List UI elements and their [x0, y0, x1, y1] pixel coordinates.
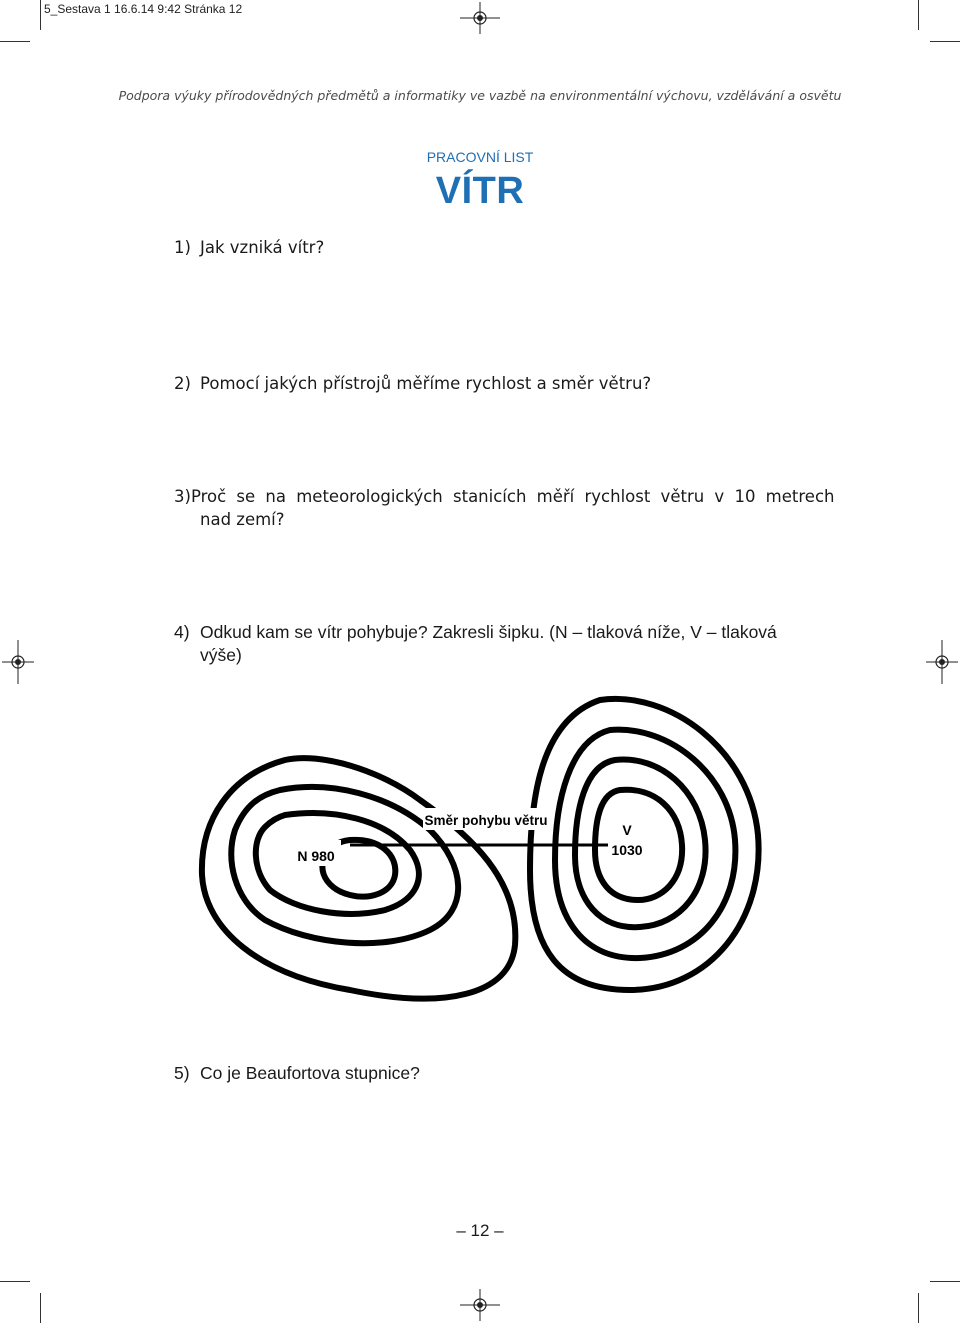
question-1: [174, 236, 824, 259]
question-text: Co je Beaufortova stupnice?: [200, 1063, 420, 1083]
question-5: [174, 1062, 824, 1085]
question-4: [174, 621, 824, 667]
question-text-continued: výše): [200, 645, 242, 665]
running-header: Podpora výuky přírodovědných předmětů a informatiky ve vazbě na environmentální výchovu, vzdělávání a osvětu: [118, 88, 842, 103]
registration-mark-icon: [2, 640, 34, 684]
registration-mark-icon: [926, 640, 958, 684]
question-text: Proč se na meteorologických stanicích měří rychlost větru v 10 metrech: [190, 487, 835, 506]
question-text: Pomocí jakých přístrojů měříme rychlost a směr větru?: [200, 374, 652, 393]
worksheet-label: PRACOVNÍ LIST: [426, 149, 534, 165]
high-pressure-label: V: [622, 822, 632, 838]
crop-mark: [918, 1293, 919, 1323]
question-3: [174, 485, 835, 531]
print-slug: 5_Sestava 1 16.6.14 9:42 Stránka 12: [44, 2, 243, 16]
crop-mark: [40, 0, 41, 30]
pressure-map-diagram: [190, 690, 770, 1020]
registration-mark-icon: [460, 2, 500, 34]
crop-mark: [918, 0, 919, 30]
crop-mark: [930, 1281, 960, 1282]
crop-mark: [0, 41, 30, 42]
registration-mark-icon: [460, 1289, 500, 1321]
question-number: 1): [174, 238, 191, 257]
page-title: VÍTR: [435, 170, 525, 212]
question-number: 2): [174, 374, 191, 393]
wind-direction-label: Směr pohybu větru: [424, 813, 548, 828]
question-number: 5): [174, 1063, 190, 1083]
page-number: – 12 –: [456, 1221, 504, 1240]
question-2: [174, 372, 824, 395]
question-number: 3): [174, 487, 191, 506]
high-pressure-value: 1030: [611, 842, 643, 858]
question-text-continued: nad zemí?: [200, 510, 285, 529]
question-text: Jak vzniká vítr?: [200, 238, 325, 257]
crop-mark: [0, 1281, 30, 1282]
crop-mark: [930, 41, 960, 42]
question-text: Odkud kam se vítr pohybuje? Zakresli šipku. (N – tlaková níže, V – tlaková: [200, 622, 777, 642]
question-number: 4): [174, 622, 190, 642]
crop-mark: [40, 1293, 41, 1323]
low-pressure-label: N 980: [297, 848, 335, 864]
